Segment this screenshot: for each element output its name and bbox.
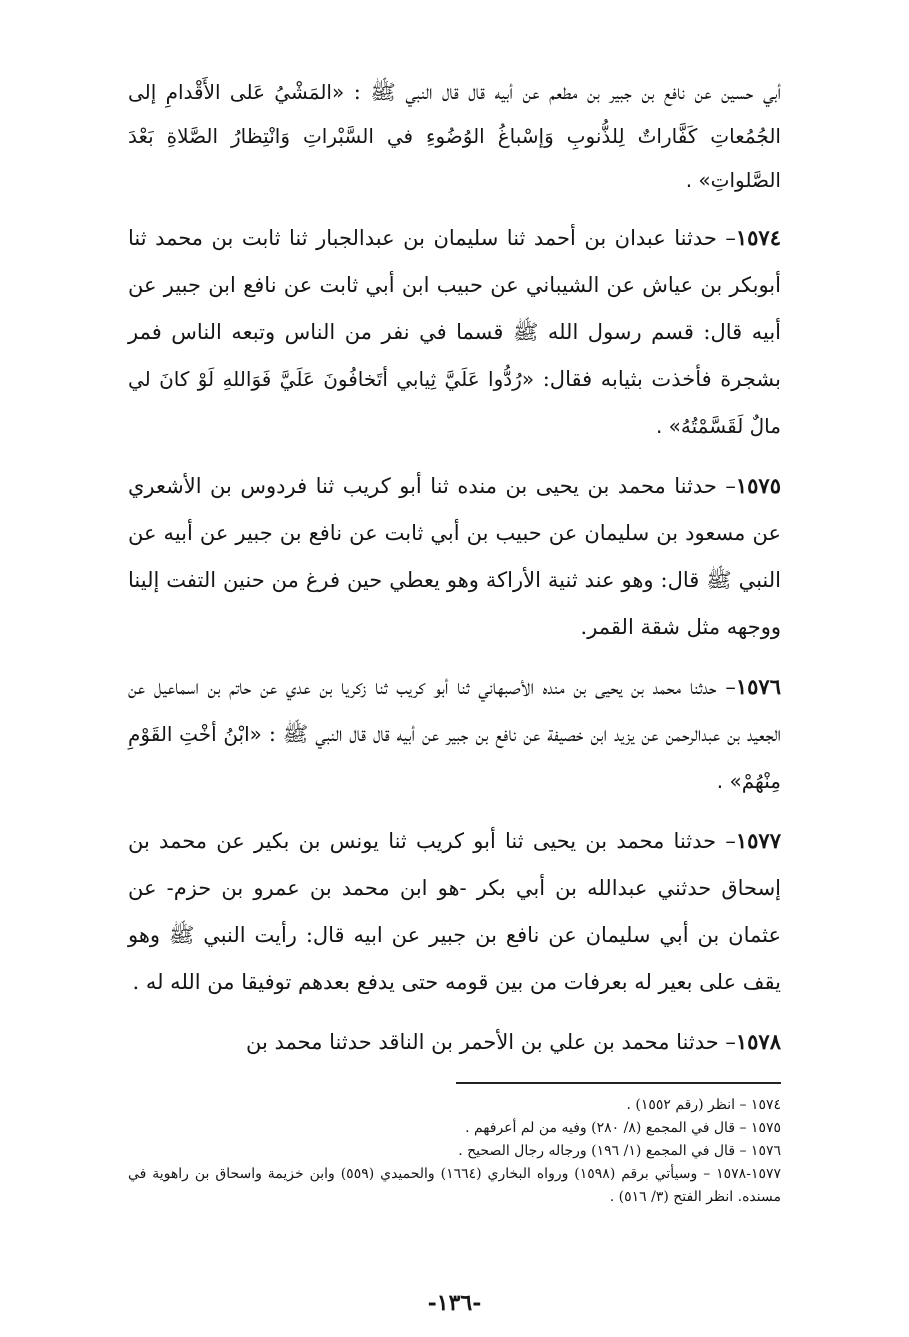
hadith-number: ١٥٧٨ (735, 1029, 781, 1054)
hadith-text: – حدثنا محمد بن يحيى ثنا أبو كريب ثنا يونس بن بكير عن محمد بن إسحاق حدثني عبدالله بن أبي بكر -هو ابن محمد بن عمرو بن حزم- عن عثمان بن أبي سليمان عن نافع بن جبير عن ابيه قال: رأيت النبي ﷺ وهو يقف على بعير له بعرفات من بين قومه حتى يدفع بعدهم توفيقا من الله له . (128, 829, 781, 994)
prophetic-quote: «رُدُّوا عَلَيَّ ثِيابي أتَخافُونَ عَلَيَّ فَوَاللهِ لَوْ كانَ لي مالٌ لَقَسَّمْتُهُ» . (128, 367, 781, 438)
hadith-text: – حدثنا محمد بن علي بن الأحمر بن الناقد حدثنا محمد بن (245, 1030, 736, 1054)
prophetic-quote: «ابْنُ أخْتِ القَوْمِ مِنْهُمْ» . (128, 722, 781, 793)
hadith-number: ١٥٧٧ (735, 828, 781, 853)
page-number: -١٣٦- (427, 1290, 482, 1316)
footnote-1577-1578: ١٥٧٧-١٥٧٨ – وسيأتي برقم (١٥٩٨) ورواه البخاري (١٦٦٤) والحميدي (٥٥٩) وابن خزيمة واسحاق بن راهوية في مسنده. انظر الفتح (٣/ ٥١٦) . (128, 1166, 782, 1205)
main-text (128, 70, 781, 1066)
hadith-number: ١٥٧٥ (735, 473, 781, 498)
hadith-number: ١٥٧٦ (735, 674, 781, 699)
hadith-number: ١٥٧٤ (735, 225, 781, 250)
hadith-text: – حدثنا عبدان بن أحمد ثنا سليمان بن عبدالجبار ثنا ثابت بن محمد ثنا أبوبكر بن عياش عن الشيباني عن حبيب ابن أبي ثابت عن نافع ابن جبير عن أبيه قال: قسم رسول الله ﷺ قسما في نفر من الناس وتبعه الناس فمر بشجرة فأخذت بثيابه فقال: (128, 226, 782, 391)
hadith-1574 (128, 214, 781, 450)
hadith-text: أبي حسين عن نافع بن جبير بن مطعم عن أبيه قال قال النبي ﷺ : (353, 80, 782, 104)
book-page (128, 70, 781, 1337)
footnote-1574: ١٥٧٤ – انظر (رقم ١٥٥٢) . (626, 1097, 781, 1113)
hadith-text: – حدثنا محمد بن يحيى بن منده ثنا أبو كريب ثنا فردوس بن الأشعري عن مسعود بن سليمان عن حبيب بن أبي ثابت عن نافع بن جبير عن أبيه عن النبي ﷺ قال: وهو عند ثنية الأراكة وهو يعطي حين فرغ من حنين التفت إلينا ووجهه مثل شقة القمر. (128, 474, 781, 639)
hadith-text: – حدثنا محمد بن يحيى بن منده الأصبهاني ثنا أبو كريب ثنا زكريا بن عدي عن حاتم بن اسماعيل عن الجعيد بن عبدالرحمن عن يزيد ابن خصيفة عن نافع بن جبير عن أبيه قال قال النبي ﷺ : (128, 675, 781, 746)
hadith-continuation (128, 70, 781, 202)
hadith-1576 (128, 663, 781, 805)
hadith-1577 (128, 817, 781, 1006)
footnote-divider (456, 1082, 781, 1084)
hadith-1578 (128, 1018, 781, 1066)
footnote-1575: ١٥٧٥ – قال في المجمع (٨/ ٢٨٠) وفيه من لم أعرفهم . (465, 1120, 781, 1136)
footnotes (128, 1094, 781, 1209)
footnote-1576: ١٥٧٦ – قال في المجمع (١/ ١٩٦) ورجاله رجال الصحيح . (458, 1143, 781, 1159)
hadith-1575 (128, 462, 781, 651)
prophetic-quote: «المَشْيُ عَلى الأَقْدامِ إلى الجُمُعاتِ كَفَّاراتٌ لِلذُّنوبِ وَإسْباغُ الوُضُوءِ في السَّبْراتِ وَانْتِظارُ الصَّلاةِ بَعْدَ الصَّلواتِ» . (128, 80, 781, 192)
